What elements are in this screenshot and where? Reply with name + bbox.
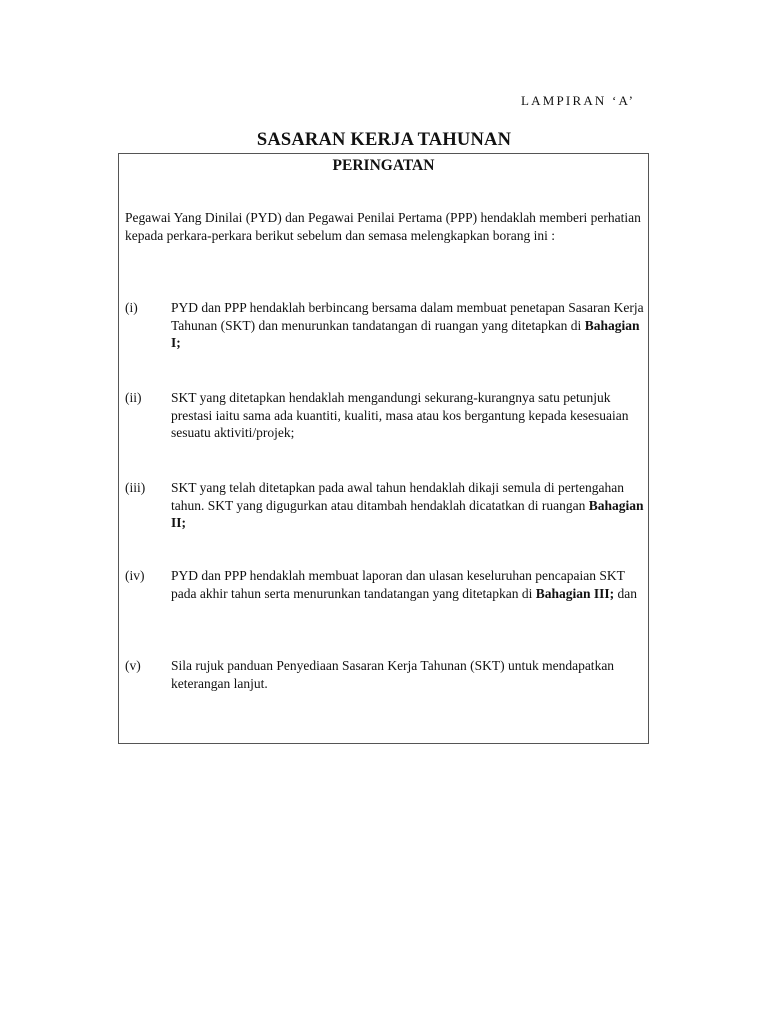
item-text: SKT yang telah ditetapkan pada awal tahun hendaklah dikaji semula di pertengahan tahun. SKT yang digugurkan atau ditambah hendaklah dicatatkan di ruangan Bahagian II; — [171, 480, 644, 530]
item-number: (i) — [125, 300, 138, 315]
list-item — [125, 567, 645, 602]
item-number: (v) — [125, 658, 141, 673]
item-number: (ii) — [125, 390, 142, 405]
appendix-label: LAMPIRAN ‘A’ — [521, 93, 636, 108]
list-item — [125, 657, 645, 692]
item-text: PYD dan PPP hendaklah berbincang bersama dalam membuat penetapan Sasaran Kerja Tahunan (SKT) dan menurunkan tandatangan di ruangan yang ditetapkan di Bahagian I; — [171, 300, 644, 350]
document-title: SASARAN KERJA TAHUNAN — [256, 130, 512, 150]
notice-box — [118, 153, 649, 744]
item-bold-ref: Bahagian II; — [171, 497, 644, 530]
item-text: PYD dan PPP hendaklah membuat laporan dan ulasan keseluruhan pencapaian SKT pada akhir tahun serta menurunkan tandatangan yang ditetapkan di Bahagian III; dan — [171, 568, 638, 601]
list-item — [125, 299, 645, 352]
item-text: Sila rujuk panduan Penyediaan Sasaran Kerja Tahunan (SKT) untuk mendapatkan keterangan lanjut. — [171, 658, 615, 691]
list-item — [125, 389, 645, 442]
item-bold-ref: Bahagian I; — [171, 317, 640, 350]
item-number: (iv) — [125, 568, 145, 583]
list-item — [125, 479, 645, 532]
notice-heading: PERINGATAN — [332, 157, 435, 174]
item-text: SKT yang ditetapkan hendaklah mengandungi sekurang-kurangnya satu petunjuk prestasi iaitu sama ada kuantiti, kualiti, masa atau kos bergantung kepada kesesuaian sesuatu aktiviti/projek; — [171, 390, 629, 440]
item-number: (iii) — [125, 480, 146, 495]
item-bold-ref: Bahagian III; — [535, 585, 615, 601]
notice-intro: Pegawai Yang Dinilai (PYD) dan Pegawai Penilai Pertama (PPP) hendaklah memberi perhatian kepada perkara-perkara berikut sebelum dan semasa melengkapkan borang ini : — [125, 210, 641, 243]
